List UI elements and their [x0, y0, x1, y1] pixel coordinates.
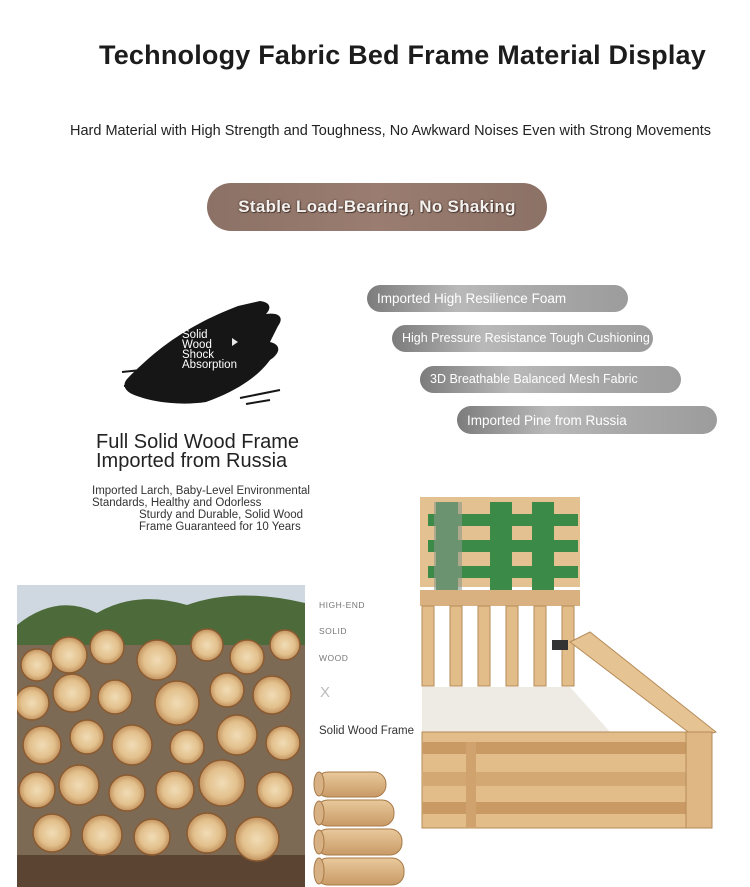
layer-mesh-fabric	[420, 366, 681, 393]
wood-slats-photo	[312, 770, 412, 887]
frame-desc-line: Imported Larch, Baby-Level Environmental	[92, 485, 310, 497]
bed-frame-photo	[420, 492, 720, 834]
layer-label: Imported High Resilience Foam	[377, 291, 567, 306]
timber-logs-photo	[17, 585, 305, 887]
x-mark: X	[320, 684, 331, 701]
brush-label-line: Absorption	[182, 359, 237, 371]
load-bearing-badge	[207, 183, 547, 231]
frame-desc-line: Standards, Healthy and Odorless	[92, 497, 262, 509]
page-subtitle: Hard Material with High Strength and Toughness, No Awkward Noises Even with Strong Movements	[70, 123, 712, 139]
layer-foam	[367, 285, 628, 312]
layer-label: Imported Pine from Russia	[467, 412, 627, 428]
brush-label-line: Wood	[182, 339, 212, 351]
brush-label	[182, 330, 237, 370]
layer-pine	[457, 406, 717, 434]
load-bearing-badge-label: Stable Load-Bearing, No Shaking	[238, 197, 516, 216]
frame-desc-line: Sturdy and Durable, Solid Wood	[139, 509, 304, 521]
layer-label: High Pressure Resistance Tough Cushioning	[402, 331, 650, 345]
layer-cushioning	[392, 325, 653, 352]
page-title: Technology Fabric Bed Frame Material Display	[99, 40, 706, 70]
layer-label: 3D Breathable Balanced Mesh Fabric	[430, 372, 638, 386]
frame-section-title	[96, 433, 299, 471]
frame-title-line: Full Solid Wood Frame	[96, 431, 300, 453]
solid-wood-frame-label: Solid Wood Frame	[319, 725, 415, 737]
frame-title-line: Imported from Russia	[96, 450, 288, 472]
side-label-small: WOOD	[319, 653, 349, 663]
frame-section-description	[92, 485, 310, 533]
frame-desc-line: Frame Guaranteed for 10 Years	[139, 521, 301, 533]
side-label-small: HIGH-END	[319, 600, 366, 610]
side-label-small: SOLID	[319, 626, 348, 636]
brush-label-line: Solid	[182, 329, 208, 341]
brush-label-line: Shock	[182, 349, 214, 361]
